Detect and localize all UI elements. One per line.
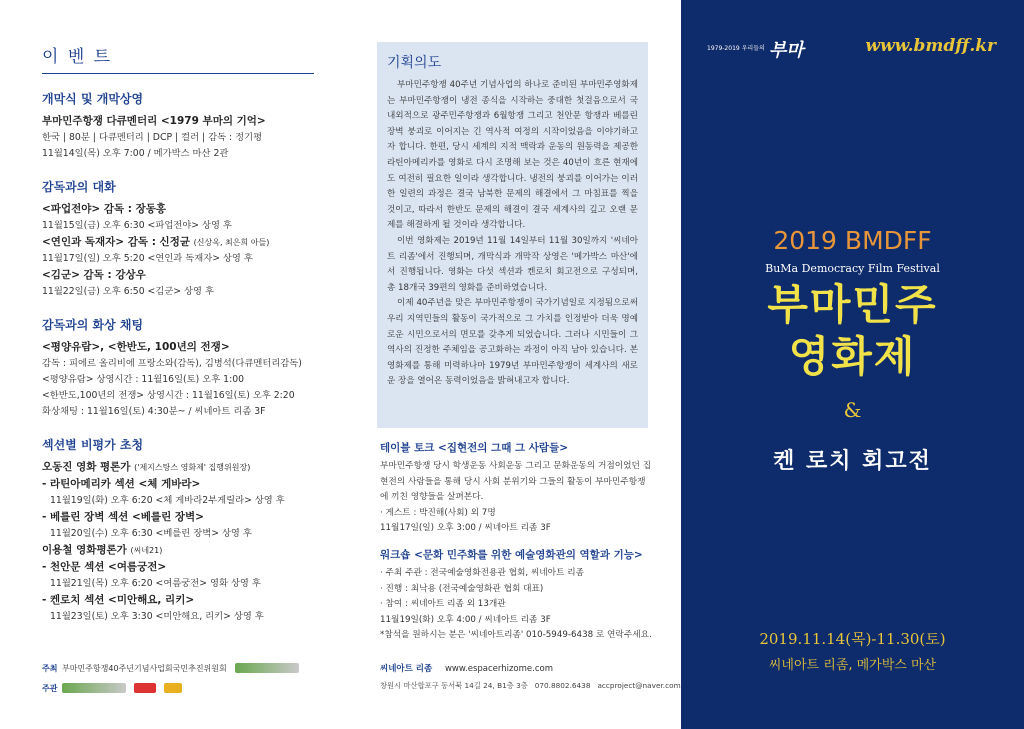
opening-info: 한국 | 80분 | 다큐멘터리 | DCP | 컬러 | 감독 : 정기평 (42, 132, 263, 143)
venue-site[interactable]: www.espacerhizome.com (444, 664, 554, 674)
video-chat-films: <평양유람>, <한반도, 100년의 전쟁> (42, 341, 230, 353)
section-title: - 라틴아메리카 섹션 <체 게바라> (42, 478, 201, 490)
section-schedule: 11월21일(목) 오후 6:20 <여름궁전> 영화 상영 후 (50, 578, 261, 589)
video-chat-screening: <평양유람> 상영시간 : 11월16일(토) 오후 1:00 (42, 374, 245, 385)
festival-korean-title-2: 영화제 (788, 332, 917, 381)
section-title: - 천안문 섹션 <여름궁전> (42, 561, 167, 573)
planning-paragraph: 부마민주항쟁 40주년 기념사업의 하나로 준비된 부마민주영화제는 부마민주항쟁이 냉전 종식을 시작하는 중대한 첫걸음으로서 국내외적으로 광주민주항쟁과 6월항쟁 그리고 천안문 항쟁과 베를린 장벽 붕괴로 이어지는 긴 역사적 여정의 시작이었음을 이야기하고자 합니다. 한편, 당시 세계의 지적 맥락과 운동의 원동력을 제공한 라틴아메리카를 영화로 다시 조명해 보는 것은 40년이 흐른 현재에도 여전히 필요한 일이라 생각합니다. 냉전의 붕괴를 이어가는 이러한 일련의 과정은 결국 남북한 문제의 해결에서 그 마침표를 찍을 것이고, 따라서 한반도 문제의 해결이 결국 세계사의 깊고 오랜 문제를 해결하게 될 것이라 생각합니다. (387, 80, 638, 231)
table-talk-desc: 부마민주항쟁 당시 학생운동 사회운동 그리고 문화운동의 거점이었던 집현전의 사람들을 통해 당시 사회 분위기와 그들의 활동이 부마민주항쟁에 끼친 영향들을 살펴본다. (380, 461, 652, 503)
venue-phone: 070.8802.6438 (534, 681, 591, 690)
talk-title-text: <연인과 독재자> 감독 : 신정균 (42, 236, 190, 248)
festival-url[interactable]: www.bmdff.kr (865, 36, 996, 56)
workshop-heading: 워크숍 <문화 민주화를 위한 예술영화관의 역할과 기능> (380, 548, 643, 561)
venue-contact (380, 678, 680, 694)
table-talk-heading: 테이블 토크 <집현전의 그때 그 사람들> (380, 442, 569, 454)
venue-email[interactable]: accproject@naver.com (597, 681, 681, 690)
video-chat-heading: 감독과의 화상 채팅 (42, 318, 144, 332)
cover-panel (681, 0, 1024, 729)
section-schedule: 11월20일(수) 오후 6:30 <베를린 장벽> 상영 후 (50, 528, 252, 539)
ampersand: & (843, 398, 862, 422)
talk-schedule: 11월17일(일) 오후 5:20 <연인과 독재자> 상영 후 (42, 253, 253, 264)
talk-note: (신상옥, 최은희 아들) (193, 238, 270, 247)
talk-schedule: 11월15일(금) 오후 6:30 <파업전야> 상영 후 (42, 220, 232, 231)
critic-name-text: 이용철 영화평론가 (42, 544, 127, 556)
talks-heading: 감독과의 대화 (42, 180, 116, 194)
festival-logo (707, 36, 804, 62)
venue-info (380, 660, 680, 694)
critic-note: (씨네21) (130, 546, 163, 555)
venue-row (380, 660, 680, 678)
video-chat-screening: <한반도,100년의 전쟁> 상영시간 : 11월16일(토) 오후 2:20 (42, 390, 295, 401)
workshop-host: · 주최 주관 : 전국예술영화전용관 협회, 씨네아트 리좀 (380, 567, 585, 578)
section-schedule: 11월23일(토) 오후 3:30 <미안해요, 리키> 상영 후 (50, 611, 264, 622)
planning-title: 기획의도 (387, 55, 442, 71)
host-label: 주최 (42, 663, 58, 673)
table-talk-schedule: 11월17일(일) 오후 3:00 / 씨네아트 리좀 3F (380, 523, 551, 534)
retrospective-title: 켄 로치 회고전 (773, 449, 932, 474)
section-title: - 켄로치 섹션 <미안해요, 리키> (42, 594, 195, 606)
sponsors (42, 658, 342, 698)
workshop-mc: · 진행 : 최낙용 (전국예술영화관 협회 대표) (380, 583, 544, 594)
planning-paragraph: 이제 40주년을 맞은 부마민주항쟁이 국가기념일로 지정됨으로써 우리 지역민들의 활동이 국가적으로 그 가치를 인정받아 더욱 명예로운 시민으로서의 면모를 갖추게 되었습니다. 그러나 시민들이 그 역사의 진정한 주체임을 공고화하는 과정이 아직 남아 있습니다. 본 영화제를 통해 미력하나마 1979년 부마민주항쟁이 세계사의 새로운 장을 열어온 동력이었음을 밝혀내고자 합니다. (387, 298, 638, 387)
video-chat-time: 화상채팅 : 11월16일(토) 4:30분~ / 씨네아트 리좀 3F (42, 406, 266, 417)
opening-schedule: 11월14일(목) 오후 7:00 / 메가박스 마산 2관 (42, 148, 229, 159)
organizer-row (42, 678, 342, 698)
video-chat-directors: 감독 : 피에르 올리비에 프랑소와(감독), 김병석(다큐멘터리감독) (42, 358, 302, 369)
sections-heading: 섹션별 비평가 초청 (42, 438, 144, 452)
talk-title: <파업전야> 감독 : 장동홍 (42, 203, 167, 215)
events-title: 이 벤 트 (42, 42, 314, 74)
talk-title: <김군> 감독 : 강상우 (42, 269, 146, 281)
opening-group (42, 90, 314, 162)
logo-big-text: 부마 (768, 40, 804, 61)
critic-name (42, 542, 314, 559)
acc-logo (134, 683, 156, 693)
sponsor-logo (235, 663, 299, 673)
workshop-participants: · 참여 : 씨네아트 리좀 외 13개관 (380, 599, 506, 610)
sections-group (42, 436, 314, 625)
opening-film: 부마민주항쟁 다큐멘터리 <1979 부마의 기억> (42, 115, 266, 127)
festival-korean-title-1: 부마민주 (767, 280, 938, 329)
table-talk-guest: · 게스트 : 박진해(사회) 외 7명 (380, 507, 496, 518)
talks-group (42, 178, 314, 300)
side-events (380, 440, 652, 644)
host-name: 부마민주항쟁40주년기념사업회국민추진위원회 (62, 663, 227, 673)
workshop-note: *참석을 원하시는 분은 '씨네아트리좀' 010-5949-6438 로 연락주세요. (380, 630, 652, 641)
critic-name-text: 오동진 영화 평론가 (42, 461, 131, 473)
festival-place: 씨네아트 리좀, 메가박스 마산 (768, 658, 937, 673)
festival-year-title: 2019 BMDFF (773, 226, 932, 255)
planning-box (377, 42, 648, 428)
talk-schedule: 11월22일(금) 오후 6:50 <김군> 상영 후 (42, 286, 214, 297)
venue-address: 창원시 마산합포구 동서북 14길 24, B1층 3층 (380, 681, 528, 690)
festival-dates: 2019.11.14(목)-11.30(토) (759, 630, 946, 648)
section-title: - 베를린 장벽 섹션 <베를린 장벽> (42, 511, 204, 523)
planning-paragraph: 이번 영화제는 2019년 11월 14일부터 11월 30일까지 '씨네아트 리좀'에서 진행되며, 개막식과 개막작 상영은 '메가박스 마산'에서 진행됩니다. 영화는 다섯 섹션과 켄로치 회고전으로 구성되며, 총 18개국 39편의 영화를 준비하였습니다. (387, 235, 638, 293)
critic-name (42, 459, 314, 476)
section-schedule: 11월19일(화) 오후 6:20 <체 게바라2부게릴라> 상영 후 (50, 495, 285, 506)
video-chat-group (42, 316, 314, 420)
organizer-label: 주관 (42, 683, 58, 693)
opening-heading: 개막식 및 개막상영 (42, 92, 144, 106)
festival-english-name: BuMa Democracy Film Festival (765, 262, 940, 275)
venue-name: 씨네아트 리좀 (380, 664, 433, 674)
workshop-schedule: 11월19일(화) 오후 4:00 / 씨네아트 리좀 3F (380, 614, 551, 625)
organizer-logo (62, 683, 126, 693)
events-column (42, 42, 314, 625)
talk-title (42, 234, 314, 251)
rizome-logo (164, 683, 182, 693)
logo-small-text: 1979-2019 우리들의 (707, 45, 765, 52)
host-row (42, 658, 342, 678)
critic-note: ('제지스탕스 영화제' 집행위원장) (134, 463, 251, 472)
